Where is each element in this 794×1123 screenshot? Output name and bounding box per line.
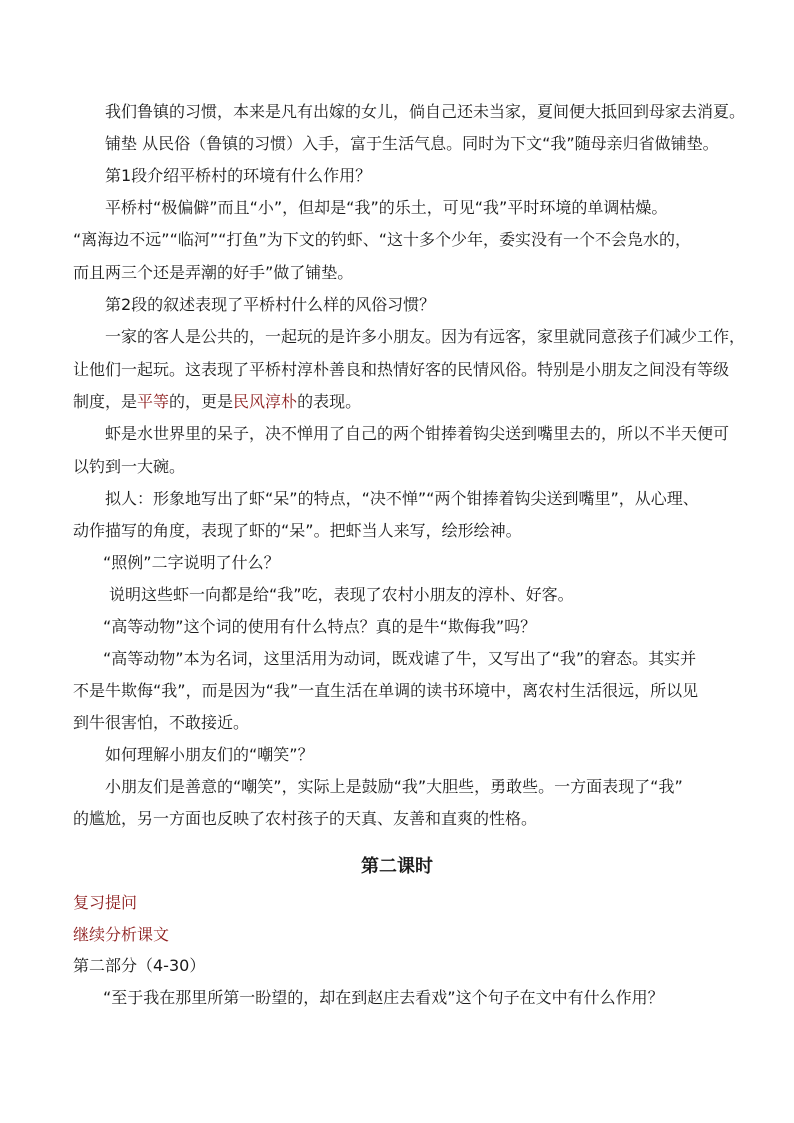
answer-paragraph-2-line-3 <box>73 386 723 419</box>
quote-shrimp-line-1: 虾是水世界里的呆子，决不惮用了自己的两个钳捧着钩尖送到嘴里去的，所以不半天便可 <box>105 424 730 443</box>
question-zhaozhuang: “至于我在那里所第一盼望的，却在到赵庄去看戏”这个句子在文中有什么作用？ <box>103 988 664 1007</box>
answer-paragraph-1-line-2: “离海边不远”“临河”“打鱼”为下文的钓虾、“这十多个少年，委实没有一个不会凫水的， <box>73 230 692 249</box>
answer-paragraph-2-line-2: 让他们一起玩。这表现了平桥村淳朴善良和热情好客的民情风俗。特别是小朋友之间没有等级 <box>73 360 730 379</box>
answer-paragraph-5-line-1: 小朋友们是善意的“嘲笑”，实际上是鼓励“我”大胆些，勇敢些。一方面表现了“我” <box>105 777 683 796</box>
answer-paragraph-1-line-3: 而且两三个还是弄潮的好手”做了铺垫。 <box>73 263 354 282</box>
answer-paragraph-5-line-2: 的尴尬，另一方面也反映了农村孩子的天真、友善和直爽的性格。 <box>73 809 538 828</box>
answer-paragraph-4-line-2: 不是牛欺侮“我”，而是因为“我”一直生活在单调的读书环境中，离农村生活很远，所以见 <box>73 681 699 700</box>
highlight-equal: 平等 <box>137 392 170 411</box>
question-paragraph-5: 如何理解小朋友们的“嘲笑”？ <box>105 745 314 764</box>
text-segment: 制度，是 <box>73 392 138 411</box>
highlight-folk-custom: 民风淳朴 <box>233 392 298 411</box>
question-paragraph-3: “照例”二字说明了什么？ <box>103 553 280 572</box>
question-paragraph-1: 第1段介绍平桥村的环境有什么作用？ <box>105 166 372 185</box>
label-review-questions: 复习提问 <box>73 893 138 912</box>
analysis-personification-line-1: 拟人：形象地写出了虾“呆”的特点，“决不惮”“两个钳捧着钩尖送到嘴里”，从心理、 <box>105 489 699 508</box>
part-two-label: 第二部分（4-30） <box>73 956 206 975</box>
text-segment: 的，更是 <box>169 392 234 411</box>
question-paragraph-4: “高等动物”这个词的使用有什么特点？真的是牛“欺侮我”吗？ <box>103 617 537 636</box>
answer-paragraph-4-line-1: “高等动物”本为名词，这里活用为动词，既戏谑了牛，又写出了“我”的窘态。其实并 <box>103 649 697 668</box>
answer-paragraph-1-line-1: 平桥村“极偏僻”而且“小”，但却是“我”的乐土，可见“我”平时环境的单调枯燥。 <box>105 198 668 217</box>
question-paragraph-2: 第2段的叙述表现了平桥村什么样的风俗习惯？ <box>105 295 436 314</box>
text-segment: 的表现。 <box>297 392 362 411</box>
label-continue-analysis: 继续分析课文 <box>73 925 170 944</box>
answer-paragraph-4-line-3: 到牛很害怕，不敢接近。 <box>73 713 250 732</box>
analysis-personification-line-2: 动作描写的角度，表现了虾的“呆”。把虾当人来写，绘形绘神。 <box>73 521 522 540</box>
answer-paragraph-2-line-1: 一家的客人是公共的，一起玩的是许多小朋友。因为有远客，家里就同意孩子们减少工作， <box>105 327 746 346</box>
paragraph-foreshadowing: 铺垫 从民俗（鲁镇的习惯）入手，富于生活气息。同时为下文“我”随母亲归省做铺垫。 <box>105 134 719 153</box>
section-heading: 第二课时 <box>361 856 433 877</box>
answer-paragraph-3: 说明这些虾一向都是给“我”吃，表现了农村小朋友的淳朴、好客。 <box>109 585 574 604</box>
paragraph-luzhen-custom: 我们鲁镇的习惯，本来是凡有出嫁的女儿，倘自己还未当家，夏间便大抵回到母家去消夏。 <box>105 102 746 121</box>
quote-shrimp-line-2: 以钓到一大碗。 <box>73 457 186 476</box>
